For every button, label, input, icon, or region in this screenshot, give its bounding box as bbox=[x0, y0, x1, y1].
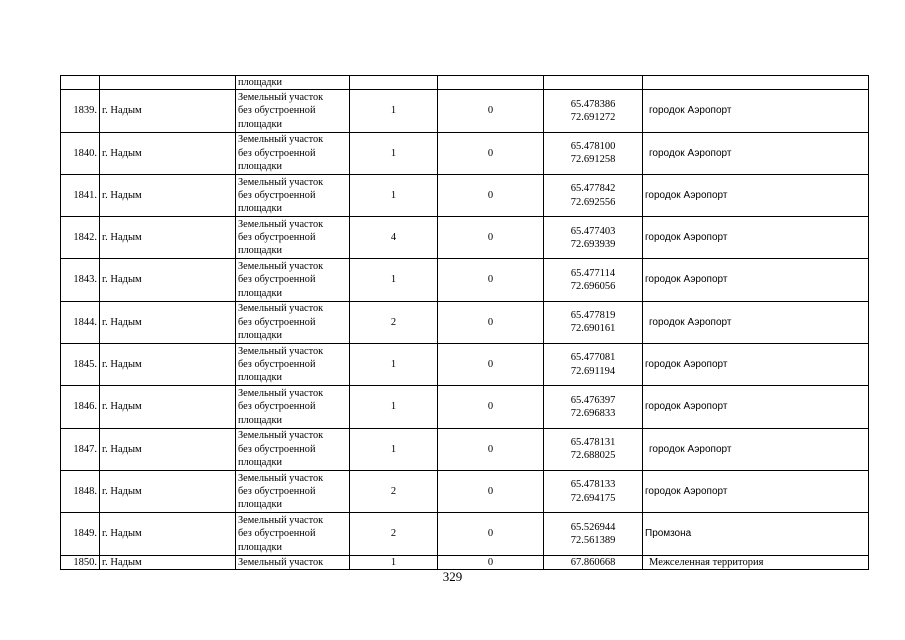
row-city: г. Надым bbox=[100, 174, 236, 216]
page-number: 329 bbox=[442, 569, 463, 584]
row-type bbox=[236, 428, 350, 470]
row-type-line: площадки bbox=[238, 160, 283, 172]
row-type-line: Земельный участок bbox=[238, 134, 324, 146]
row-zero bbox=[438, 76, 544, 90]
row-latitude: 65.478386 bbox=[570, 98, 616, 110]
row-number: 1846. bbox=[61, 386, 100, 428]
row-type-line: площадки bbox=[238, 245, 283, 257]
row-zero: 0 bbox=[438, 259, 544, 301]
row-type-line: площадки bbox=[238, 456, 283, 468]
table-row bbox=[61, 259, 869, 301]
row-type-line: без обустроенной bbox=[238, 232, 316, 244]
row-longitude: 72.696833 bbox=[570, 408, 616, 420]
row-count: 2 bbox=[350, 513, 438, 555]
row-city: г. Надым bbox=[100, 301, 236, 343]
row-type-line: без обустроенной bbox=[238, 316, 316, 328]
row-type-line: площадки bbox=[238, 118, 283, 130]
row-city: г. Надым bbox=[100, 470, 236, 512]
row-city bbox=[100, 76, 236, 90]
row-type-line: площадки bbox=[238, 372, 283, 384]
row-coords bbox=[544, 132, 643, 174]
row-number: 1839. bbox=[61, 90, 100, 132]
row-zero: 0 bbox=[438, 555, 544, 569]
registry-table-body bbox=[61, 76, 869, 570]
row-latitude: 65.476397 bbox=[570, 394, 616, 406]
row-count: 1 bbox=[350, 259, 438, 301]
row-zero: 0 bbox=[438, 90, 544, 132]
row-coords bbox=[544, 76, 643, 90]
row-location: городок Аэропорт bbox=[643, 428, 869, 470]
row-type-line: площадки bbox=[238, 203, 283, 215]
row-location: городок Аэропорт bbox=[643, 344, 869, 386]
row-number: 1843. bbox=[61, 259, 100, 301]
table-row bbox=[61, 132, 869, 174]
row-type bbox=[236, 301, 350, 343]
row-zero: 0 bbox=[438, 132, 544, 174]
row-latitude: 65.477842 bbox=[570, 183, 616, 195]
row-count bbox=[350, 76, 438, 90]
row-number: 1840. bbox=[61, 132, 100, 174]
table-row bbox=[61, 301, 869, 343]
row-type-line: Земельный участок bbox=[238, 472, 324, 484]
table-row bbox=[61, 76, 869, 90]
row-type-line: Земельный участок bbox=[238, 176, 324, 188]
row-count: 1 bbox=[350, 428, 438, 470]
row-latitude: 65.478131 bbox=[570, 437, 616, 449]
row-longitude: 72.688025 bbox=[570, 450, 616, 462]
row-longitude: 72.692556 bbox=[570, 196, 616, 208]
row-city: г. Надым bbox=[100, 344, 236, 386]
table-row bbox=[61, 344, 869, 386]
row-type bbox=[236, 90, 350, 132]
row-city: г. Надым bbox=[100, 217, 236, 259]
row-type bbox=[236, 344, 350, 386]
row-latitude: 65.478133 bbox=[570, 479, 616, 491]
row-type-line: Земельный участок bbox=[238, 261, 324, 273]
row-zero: 0 bbox=[438, 513, 544, 555]
row-type bbox=[236, 217, 350, 259]
row-type-line: без обустроенной bbox=[238, 443, 316, 455]
registry-table bbox=[60, 75, 869, 570]
row-type-line: Земельный участок bbox=[238, 514, 324, 526]
row-type-line: Земельный участок bbox=[238, 303, 324, 315]
row-latitude: 65.477819 bbox=[570, 310, 616, 322]
row-longitude: 72.561389 bbox=[570, 534, 616, 546]
row-type-line: Земельный участок bbox=[238, 430, 324, 442]
row-zero: 0 bbox=[438, 386, 544, 428]
row-coords bbox=[544, 174, 643, 216]
row-number: 1841. bbox=[61, 174, 100, 216]
row-type-line: площадки bbox=[238, 414, 283, 426]
table-row bbox=[61, 174, 869, 216]
row-location: городок Аэропорт bbox=[643, 470, 869, 512]
table-row bbox=[61, 428, 869, 470]
row-zero: 0 bbox=[438, 174, 544, 216]
row-latitude: 65.478100 bbox=[570, 140, 616, 152]
row-longitude: 72.691258 bbox=[570, 154, 616, 166]
row-city: г. Надым bbox=[100, 132, 236, 174]
row-count: 2 bbox=[350, 470, 438, 512]
row-number: 1845. bbox=[61, 344, 100, 386]
table-row bbox=[61, 470, 869, 512]
row-longitude: 72.696056 bbox=[570, 281, 616, 293]
row-zero: 0 bbox=[438, 301, 544, 343]
row-type-line: Земельный участок bbox=[238, 388, 324, 400]
row-city: г. Надым bbox=[100, 259, 236, 301]
row-latitude: 65.477114 bbox=[570, 267, 616, 279]
row-location: городок Аэропорт bbox=[643, 132, 869, 174]
row-type-line: площадки bbox=[238, 330, 283, 342]
row-longitude: 72.693939 bbox=[570, 238, 616, 250]
row-city: г. Надым bbox=[100, 386, 236, 428]
row-number: 1847. bbox=[61, 428, 100, 470]
row-city: г. Надым bbox=[100, 90, 236, 132]
row-longitude: 72.690161 bbox=[570, 323, 616, 335]
row-type bbox=[236, 259, 350, 301]
row-number: 1848. bbox=[61, 470, 100, 512]
row-coords bbox=[544, 513, 643, 555]
table-row bbox=[61, 217, 869, 259]
row-location: Межселенная территория bbox=[643, 555, 869, 569]
table-row bbox=[61, 513, 869, 555]
row-number: 1844. bbox=[61, 301, 100, 343]
row-type-line: площадки bbox=[238, 541, 283, 553]
row-count: 1 bbox=[350, 90, 438, 132]
row-zero: 0 bbox=[438, 470, 544, 512]
row-number: 1850. bbox=[61, 555, 100, 569]
row-city: г. Надым bbox=[100, 555, 236, 569]
row-city: г. Надым bbox=[100, 428, 236, 470]
row-type-line: без обустроенной bbox=[238, 401, 316, 413]
row-type-line: без обустроенной bbox=[238, 105, 316, 117]
row-number: 1842. bbox=[61, 217, 100, 259]
row-location: городок Аэропорт bbox=[643, 301, 869, 343]
row-coords bbox=[544, 344, 643, 386]
row-type-line: без обустроенной bbox=[238, 147, 316, 159]
row-type-line: без обустроенной bbox=[238, 528, 316, 540]
row-city: г. Надым bbox=[100, 513, 236, 555]
row-latitude: 65.477403 bbox=[570, 225, 616, 237]
row-type bbox=[236, 174, 350, 216]
row-type bbox=[236, 555, 350, 569]
row-type: площадки bbox=[236, 76, 350, 90]
row-count: 2 bbox=[350, 301, 438, 343]
row-location: городок Аэропорт bbox=[643, 90, 869, 132]
row-longitude: 72.691194 bbox=[570, 365, 616, 377]
row-coords bbox=[544, 90, 643, 132]
row-latitude: 65.526944 bbox=[570, 521, 616, 533]
row-type bbox=[236, 132, 350, 174]
row-latitude: 67.860668 bbox=[570, 556, 616, 568]
row-location: городок Аэропорт bbox=[643, 217, 869, 259]
row-coords bbox=[544, 555, 643, 569]
row-location bbox=[643, 76, 869, 90]
row-type-line: площадки bbox=[238, 287, 283, 299]
row-count: 1 bbox=[350, 174, 438, 216]
row-coords bbox=[544, 217, 643, 259]
table-row bbox=[61, 555, 869, 569]
row-location: Промзона bbox=[643, 513, 869, 555]
row-type bbox=[236, 513, 350, 555]
row-type bbox=[236, 470, 350, 512]
table-row bbox=[61, 90, 869, 132]
row-zero: 0 bbox=[438, 217, 544, 259]
row-type-line: площадки bbox=[238, 499, 283, 511]
row-coords bbox=[544, 386, 643, 428]
row-type-line: без обустроенной bbox=[238, 485, 316, 497]
row-type-line: без обустроенной bbox=[238, 359, 316, 371]
row-count: 1 bbox=[350, 386, 438, 428]
row-number bbox=[61, 76, 100, 90]
row-count: 1 bbox=[350, 132, 438, 174]
row-coords bbox=[544, 301, 643, 343]
row-coords bbox=[544, 259, 643, 301]
row-coords bbox=[544, 428, 643, 470]
row-location: городок Аэропорт bbox=[643, 386, 869, 428]
row-count: 1 bbox=[350, 555, 438, 569]
row-type-line: Земельный участок bbox=[238, 218, 324, 230]
row-type-line: Земельный участок bbox=[238, 345, 324, 357]
row-location: городок Аэропорт bbox=[643, 259, 869, 301]
row-type bbox=[236, 386, 350, 428]
row-number: 1849. bbox=[61, 513, 100, 555]
row-type-line: Земельный участок bbox=[238, 556, 324, 568]
row-longitude: 72.691272 bbox=[570, 111, 616, 123]
row-type-line: Земельный участок bbox=[238, 92, 324, 103]
row-count: 1 bbox=[350, 344, 438, 386]
table-row bbox=[61, 386, 869, 428]
row-type-line: без обустроенной bbox=[238, 189, 316, 201]
row-location: городок Аэропорт bbox=[643, 174, 869, 216]
row-zero: 0 bbox=[438, 344, 544, 386]
row-coords bbox=[544, 470, 643, 512]
row-latitude: 65.477081 bbox=[570, 352, 616, 364]
row-zero: 0 bbox=[438, 428, 544, 470]
row-type-line: без обустроенной bbox=[238, 274, 316, 286]
row-longitude: 72.694175 bbox=[570, 492, 616, 504]
row-count: 4 bbox=[350, 217, 438, 259]
